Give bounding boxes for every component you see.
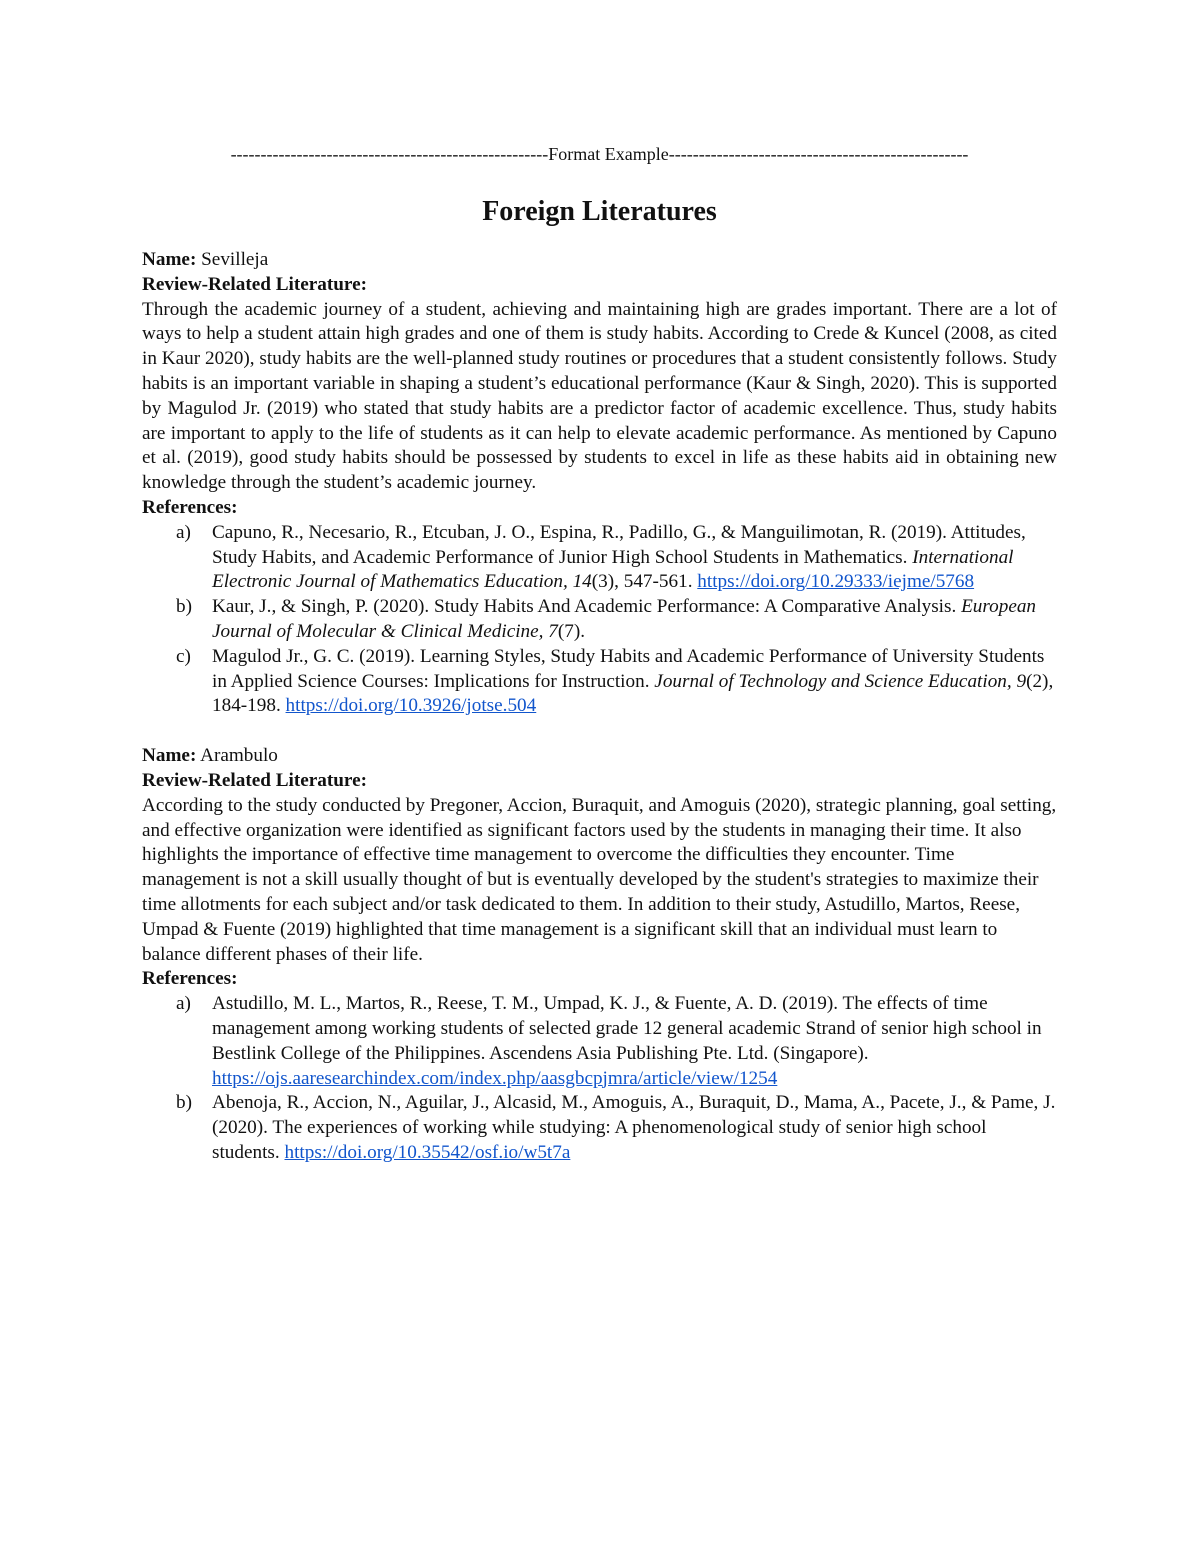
reference-journal: Journal of Technology and Science Education, 9: [654, 670, 1027, 692]
reference-item: [142, 1091, 1057, 1165]
document-page: [142, 142, 1057, 1166]
reference-marker: a): [176, 993, 191, 1015]
references-list: [142, 521, 1057, 719]
reference-text: [212, 992, 1057, 1091]
review-paragraph: Through the academic journey of a student, achieving and maintaining high are grades important. There are a lot of ways to help a student attain high grades and one of them is study habits. According to Crede & Kuncel (2008, as cited in Kaur 2020), study habits are the well-planned study routines or procedures that a student consistently follows. Study habits is an important variable in shaping a student’s educational performance (Kaur & Singh, 2020). This is supported by Magulod Jr. (2019) who stated that study habits are a predictor factor of academic excellence. Thus, study habits are important to apply to the life of students as it can help to elevate academic performance. As mentioned by Capuno et al. (2019), good study habits should be possessed by students to excel in life as these habits aid in obtaining new knowledge through the student’s academic journey.: [142, 298, 1057, 494]
reference-body: Magulod Jr., G. C. (2019). Learning Styles, Study Habits and Academic Performance of University Students in Applied Science Courses: Implications for Instruction.: [212, 645, 1045, 692]
reference-text: [212, 1091, 1057, 1165]
reference-body: Abenoja, R., Accion, N., Aguilar, J., Alcasid, M., Amoguis, A., Buraquit, D., Mama, A., Pacete, J., & Pame, J. (2020). The experiences of working while studying: A phenomenological study of senior high school students.: [212, 1092, 1056, 1163]
author-name: Arambulo: [200, 745, 278, 767]
reference-text: [212, 645, 1057, 719]
name-label: Name:: [142, 249, 197, 270]
reference-item: [142, 992, 1057, 1091]
reference-text: [212, 595, 1057, 645]
page-title: Foreign Literatures: [482, 196, 717, 227]
name-label: Name:: [142, 745, 197, 767]
review-paragraph: According to the study conducted by Pregoner, Accion, Buraquit, and Amoguis (2020), strategic planning, goal setting, and effective organization were identified as significant factors used by the students in managing their time. It also highlights the importance of effective time management to overcome the difficulties they encounter. Time management is not a skill usually thought of but is eventually developed by the student's strategies to maximize their time allotments for each subject and/or task dedicated to them. In addition to their study, Astudillo, Martos, Reese, Umpad & Fuente (2019) highlighted that time management is a significant skill that an individual must learn to balance different phases of their life.: [142, 794, 1057, 965]
reference-journal: International Electronic Journal of Mathematics Education, 14: [212, 546, 1014, 593]
reference-link[interactable]: https://ojs.aaresearchindex.com/index.php/aasgbcpjmra/article/view/1254: [212, 1067, 778, 1089]
reference-link[interactable]: https://doi.org/10.3926/jotse.504: [285, 695, 537, 717]
reference-body: Astudillo, M. L., Martos, R., Reese, T. M., Umpad, K. J., & Fuente, A. D. (2019). The effects of time management among working students of selected grade 12 general academic Strand of senior high school in Bestlink College of the Philippines. Ascendens Asia Publishing Pte. Ltd. (Singapore).: [212, 993, 1042, 1064]
reference-item: [142, 595, 1057, 645]
format-example-divider: -----------------------------------------------------Format Example--------------------------------------------------: [230, 144, 969, 164]
section-spacer: [142, 719, 1057, 744]
reference-issue: (7).: [557, 620, 586, 642]
reference-text: [212, 521, 1057, 595]
reference-link[interactable]: https://doi.org/10.35542/osf.io/w5t7a: [284, 1141, 571, 1163]
author-name: Sevilleja: [201, 249, 269, 270]
reference-marker: a): [176, 521, 191, 543]
reference-body: Capuno, R., Necesario, R., Etcuban, J. O., Espina, R., Padillo, G., & Manguilimotan, R. (2019). Attitudes, Study Habits, and Academic Performance of Junior High School Students in Mathematics.: [212, 521, 1026, 568]
entry-sevilleja: [142, 248, 1057, 719]
reference-item: [142, 521, 1057, 595]
references-list: [142, 992, 1057, 1166]
reference-marker: b): [176, 596, 192, 618]
reference-issue: (3), 547-561.: [591, 571, 698, 593]
reference-item: [142, 645, 1057, 719]
review-heading: Review-Related Literature:: [142, 769, 368, 791]
reference-body: Kaur, J., & Singh, P. (2020). Study Habits And Academic Performance: A Comparative Analysis.: [212, 596, 962, 618]
name-line: [142, 744, 1057, 769]
reference-marker: c): [176, 645, 191, 667]
reference-issue: (2), 184-198.: [212, 670, 1054, 717]
reference-link[interactable]: https://doi.org/10.29333/iejme/5768: [697, 571, 975, 593]
name-line: [142, 248, 1057, 273]
reference-marker: b): [176, 1092, 192, 1114]
reference-journal: European Journal of Molecular & Clinical Medicine, 7: [212, 596, 1037, 642]
review-heading: Review-Related Literature:: [142, 273, 368, 295]
references-heading: References:: [142, 496, 238, 518]
references-heading: References:: [142, 968, 238, 990]
entry-arambulo: [142, 744, 1057, 1166]
